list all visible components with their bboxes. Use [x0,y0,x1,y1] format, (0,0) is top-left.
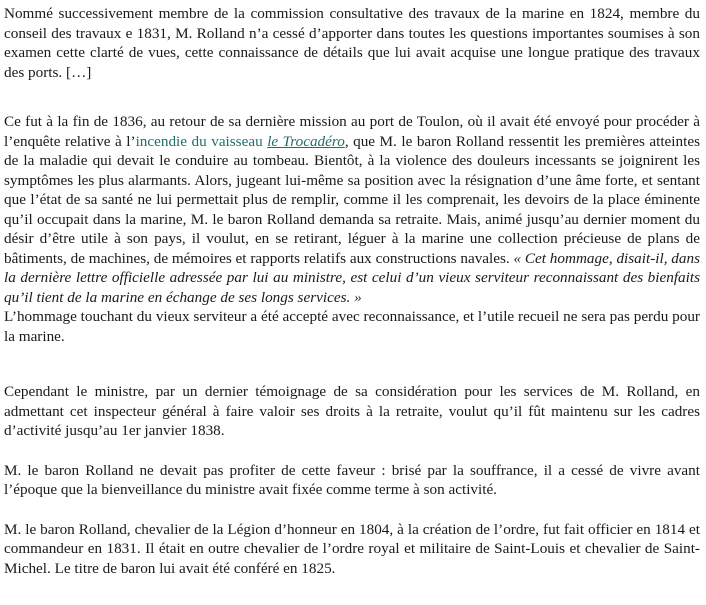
paragraph-hommage: L’hommage touchant du vieux serviteur a été accepté avec reconnaissance, et l’utile recueil ne sera pas perdu pour la marine. [4,308,700,345]
paragraph-commission: Nommé successivement membre de la commission consultative des travaux de la marine en 1824, membre du conseil des travaux e 1831, M. Rolland n’a cessé d’apporter dans toutes les questions importantes soumises à son examen cette clarté de vues, cette connaissance de détails que lui avait acquise une longue pratique des travaux des ports. […] [4,5,700,81]
paragraph-maladie-intro: Ce fut à la fin de 1836, au retour de sa dernière mission au port de Toulon, où il avait été envoyé pour procéder à l’enquête relative à l’ [4,113,700,150]
document-body [4,0,700,578]
paragraph-ministre: Cependant le ministre, par un dernier témoignage de sa considération pour les services de M. Rolland, en admettant cet inspecteur général à faire valoir ses droits à la retraite, voulut qu’il fût maintenu sur les cadres d’activité jusqu’au 1er janvier 1838. [4,383,700,439]
link-text: incendie du vaisseau [135,132,268,150]
letter-quote: « Cet hommage, disait-il, dans la dernière lettre officielle adressée par lui au ministre, est celui d’un vieux serviteur reconnaissant des bienfaits qu’il tient de la marine en échange de ses longs services. » [4,249,700,306]
paragraph-faveur: M. le baron Rolland ne devait pas profiter de cette faveur : brisé par la souffrance, il a cessé de vivre avant l’époque que la bienveillance du ministre avait fixée comme terme à son activité. [4,461,700,498]
paragraph-maladie [4,112,700,307]
paragraph-maladie-body: , que M. le baron Rolland ressentit les premières atteintes de la maladie qui devait le conduire au tombeau. Bientôt, à la violence des douleurs incessants se joignirent les symptômes les plus alarmants. Alors, jugeant lui-même sa position avec la résignation d’une âme forte, et sentant que l’état de sa santé ne lui permettait plus de remplir, comme il les comprenait, les devoirs de la place éminente qu’il occupait dans la marine, M. le baron Rolland demanda sa retraite. Mais, animé jusqu’au dernier moment du désir d’être utile à son pays, il voulut, en se retirant, léguer à la marine une collection précieuse de plans de bâtiments, de machines, de mémoires et rapports relatifs aux constructions navales. [4,132,700,267]
paragraph-distinctions: M. le baron Rolland, chevalier de la Légion d’honneur en 1804, à la création de l’ordre, fut fait officier en 1814 et commandeur en 1831. Il était en outre chevalier de l’ordre royal et militaire de Saint-Louis et chevalier de Saint-Michel. Le titre de baron lui avait été conféré en 1825. [4,520,700,577]
incendie-trocadero-link[interactable] [136,133,345,150]
link-ship-name: le Trocadéro [267,132,345,150]
